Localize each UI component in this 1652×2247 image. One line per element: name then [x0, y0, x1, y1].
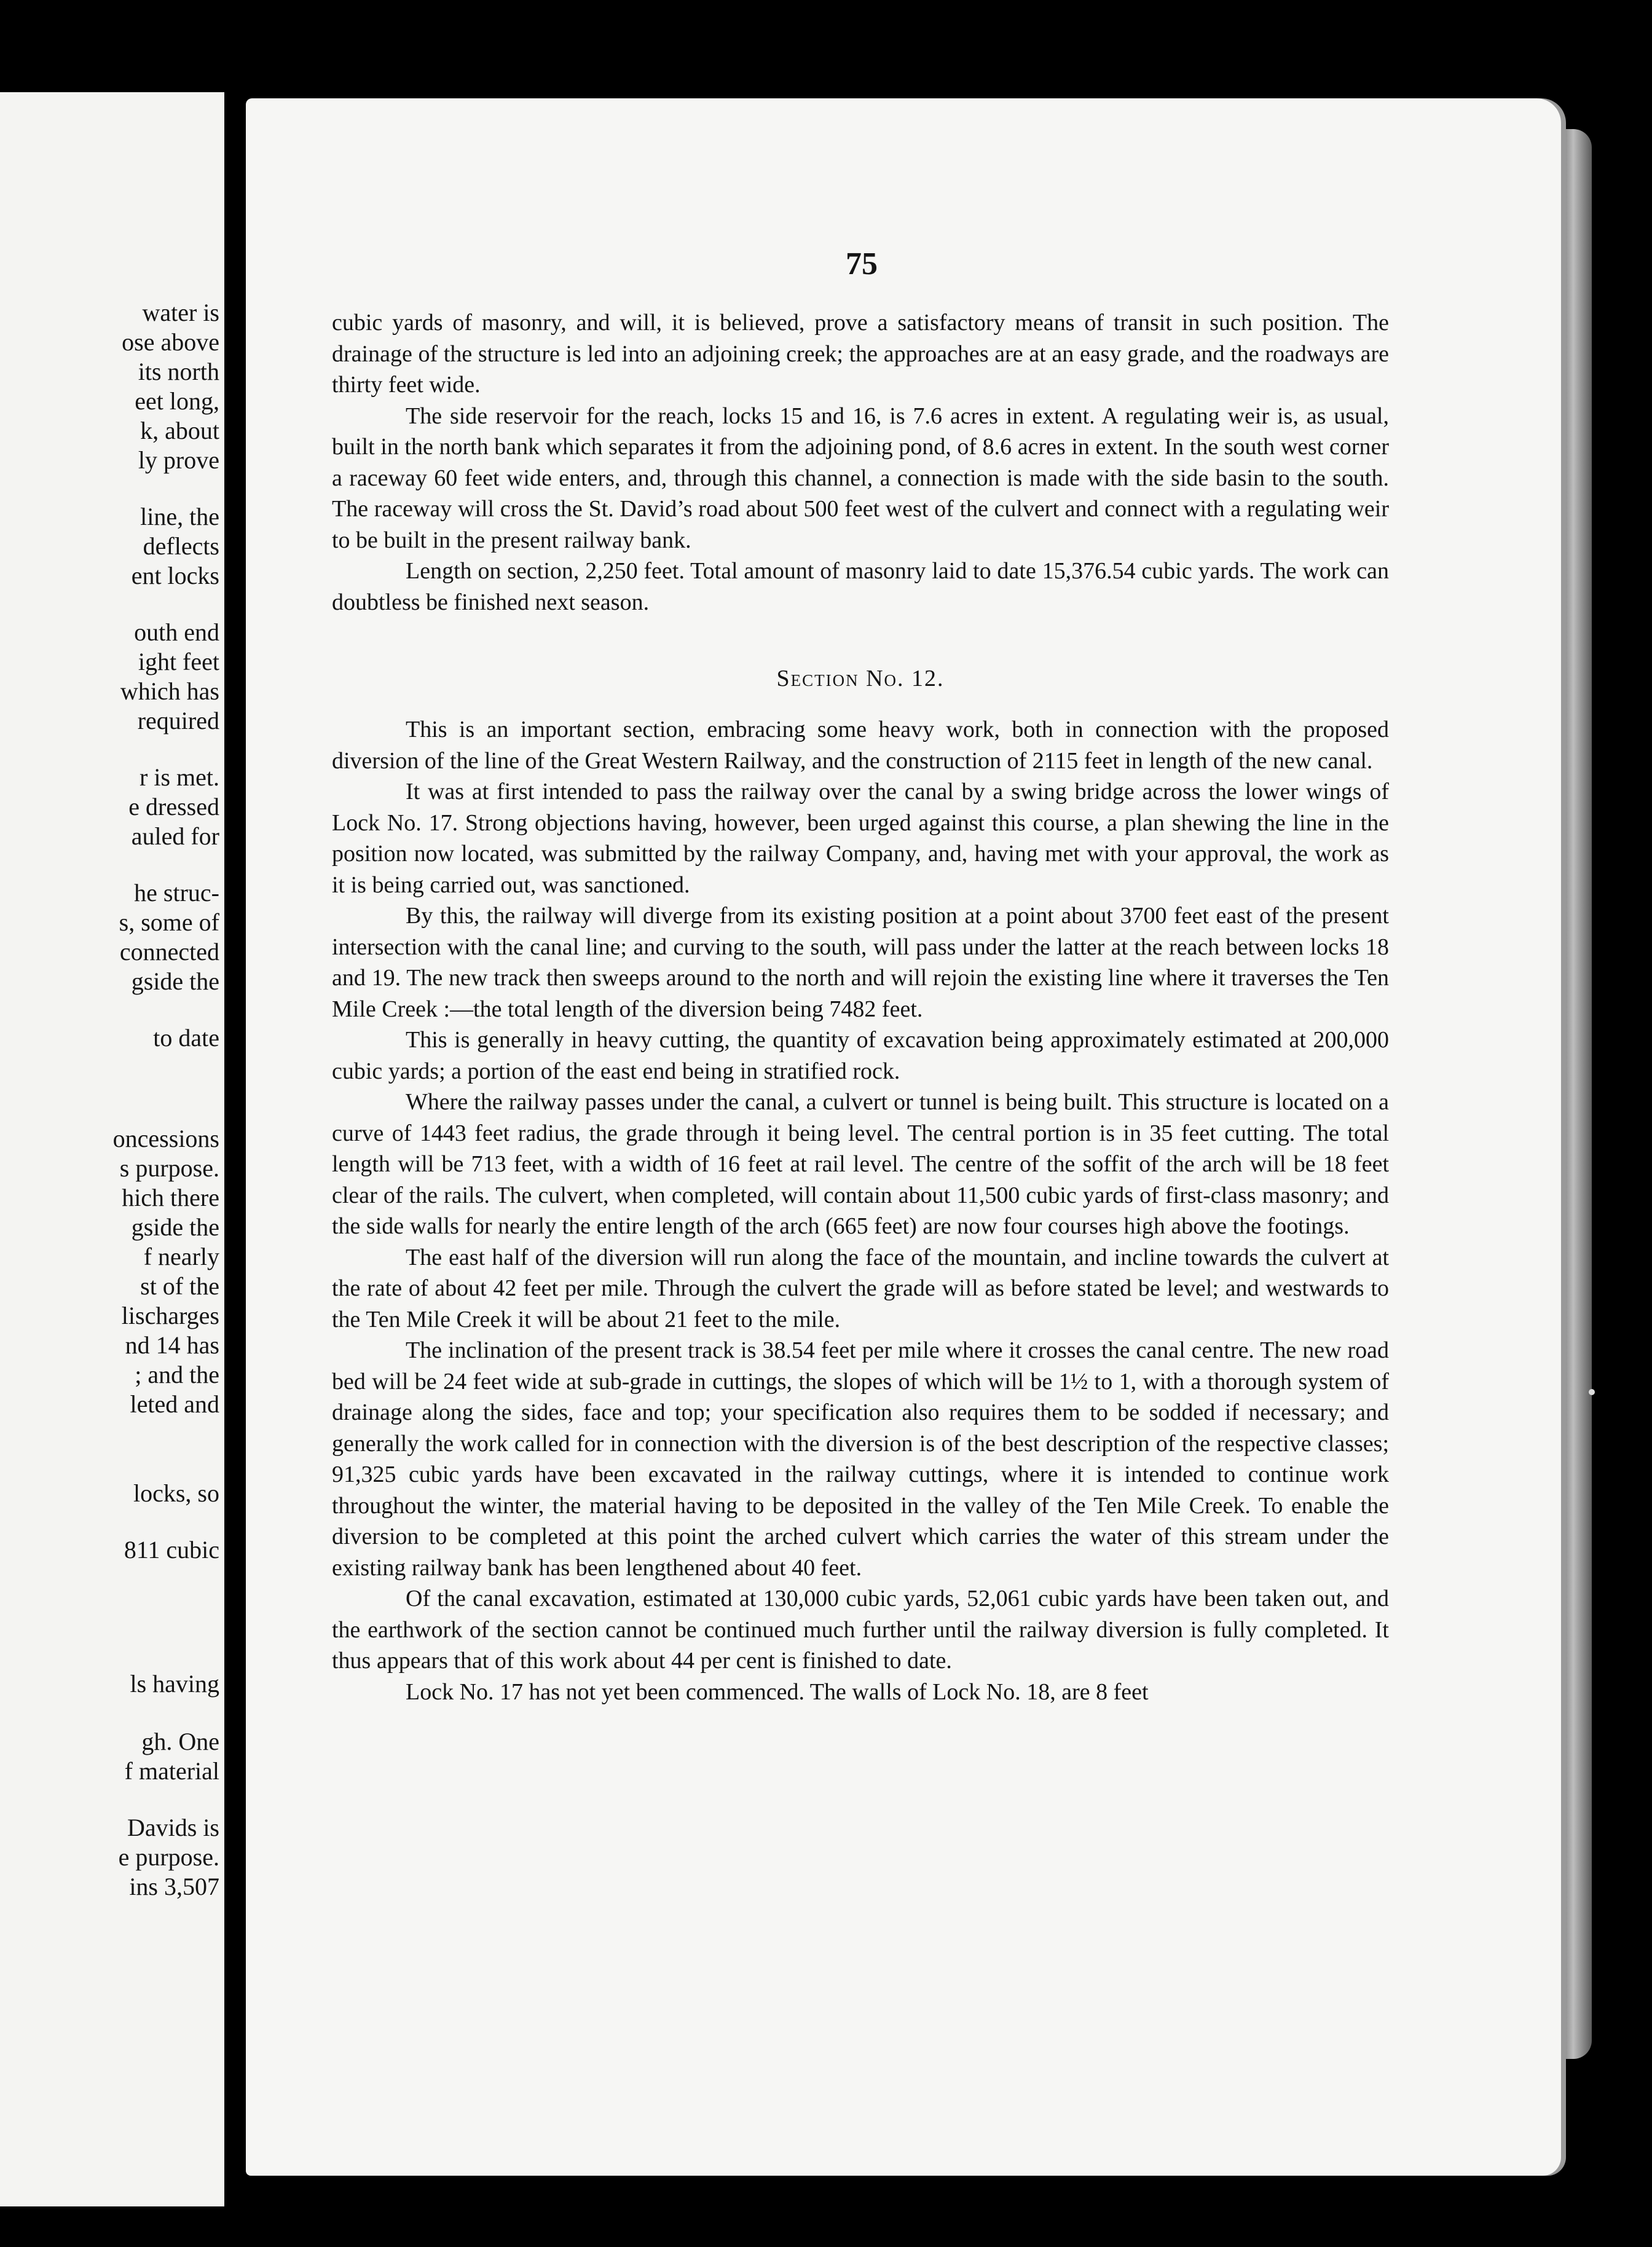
facing-page-line: ; and the	[135, 1361, 219, 1388]
facing-page-line: its north	[138, 358, 219, 385]
facing-page-line: ls having	[130, 1670, 219, 1698]
paragraph: Lock No. 17 has not yet been commenced. The walls of Lock No. 18, are 8 feet	[406, 1678, 1149, 1705]
facing-page-line: deflects	[143, 532, 219, 560]
facing-page-line: r is met.	[140, 763, 219, 791]
facing-page-line: ight feet	[138, 648, 219, 675]
facing-page-line: locks, so	[133, 1479, 219, 1507]
paragraph: The east half of the diversion will run along the face of the mountain, and incline towards the culvert at the rate of about 42 feet per mile. Through the culvert the grade will as before stated be level; and westwards to the Ten Mile Creek it will be about 21 feet to the mile.	[332, 1244, 1389, 1332]
facing-page-line: e dressed	[128, 793, 219, 820]
facing-page-line: auled for	[131, 822, 219, 850]
facing-page-line: 811 cubic	[124, 1536, 219, 1564]
facing-page-line: f nearly	[143, 1243, 219, 1270]
facing-page-line: he struc-	[134, 879, 219, 907]
facing-page-line: gside the	[131, 1213, 219, 1241]
paragraph: Where the railway passes under the canal, a culvert or tunnel is being built. This structure is located on a curve of 1443 feet radius, the grade through it being level. The central portion is in 35 feet cutting. The total length will be 713 feet, with a width of 16 feet at rail level. The centre of the soffit of the arch will be 18 feet clear of the rails. The culvert, when completed, will contain about 11,500 cubic yards of first-class masonry; and the side walls for nearly the entire length of the arch (665 feet) are now four courses high above the footings.	[332, 1089, 1389, 1239]
facing-page-line: water is	[142, 299, 219, 326]
facing-page-line: leted and	[130, 1390, 219, 1418]
facing-page-line: nd 14 has	[125, 1331, 219, 1359]
facing-page-line: ly prove	[138, 446, 219, 474]
paragraph: It was at first intended to pass the railway over the canal by a swing bridge across the lower wings of Lock No. 17. Strong objections having, however, been urged against this course, a plan shewing the line in the position now located, was submitted by the railway Company, and, having met with your approval, the work as it is being carried out, was sanctioned.	[332, 779, 1389, 898]
paragraph: Length on section, 2,250 feet. Total amount of masonry laid to date 15,376.54 cubic yards. The work can doubtless be finished next season.	[332, 558, 1389, 615]
facing-page-line: required	[137, 707, 219, 734]
section-text-block	[332, 714, 1389, 1707]
dust-speck	[1589, 1389, 1595, 1395]
facing-page-line: which has	[120, 677, 219, 705]
facing-page-line: line, the	[140, 503, 219, 530]
facing-page-line: lischarges	[121, 1302, 219, 1329]
facing-page-line: gh. One	[141, 1728, 219, 1755]
paragraph: This is an important section, embracing some heavy work, both in connection with the proposed diversion of the line of the Great Western Railway, and the construction of 2115 feet in length of the new canal.	[332, 717, 1389, 774]
facing-page-line: outh end	[134, 618, 219, 646]
facing-page-line: eet long,	[135, 387, 219, 415]
top-text-block	[332, 307, 1389, 618]
paragraph: This is generally in heavy cutting, the quantity of excavation being approximately estimated at 200,000 cubic yards; a portion of the east end being in stratified rock.	[332, 1027, 1389, 1084]
page-number: 75	[846, 246, 878, 281]
section-heading: Section No. 12.	[776, 666, 945, 691]
facing-page-line: s, some of	[119, 908, 219, 936]
paragraph: The inclination of the present track is 38.54 feet per mile where it crosses the canal centre. The new road bed will be 24 feet wide at sub-grade in cuttings, the slopes of which will be 1½ to 1, with a thorough system of drainage along the sides, face and top; your specification also requires them to be sodded if necessary; and generally the work called for in connection with the diversion is of the best description of the respective classes; 91,325 cubic yards have been excavated in the railway cuttings, where it is intended to continue work throughout the winter, the material having to be deposited in the valley of the Ten Mile Creek. To enable the diversion to be completed at this point the arched culvert which carries the water of this stream under the existing railway bank has been lengthened about 40 feet.	[332, 1337, 1389, 1581]
paragraph: By this, the railway will diverge from its existing position at a point about 3700 feet east of the present intersection with the canal line; and curving to the south, will pass under the latter at the reach between locks 18 and 19. The new track then sweeps around to the north and will rejoin the existing line where it traverses the Ten Mile Creek :—the total length of the diversion being 7482 feet.	[332, 903, 1389, 1022]
paragraph: cubic yards of masonry, and will, it is believed, prove a satisfactory means of transit in such position. The drainage of the structure is led into an adjoining creek; the approaches are at an easy grade, and the roadways are thirty feet wide.	[332, 310, 1389, 398]
facing-page-line: oncessions	[112, 1125, 219, 1152]
facing-page-line: connected	[119, 938, 219, 966]
facing-page-line: s purpose.	[119, 1154, 219, 1182]
facing-page-line: ent locks	[131, 562, 219, 589]
facing-page-line: ose above	[122, 328, 219, 356]
paragraph: Of the canal excavation, estimated at 130,000 cubic yards, 52,061 cubic yards have been taken out, and the earthwork of the section cannot be continued much further until the railway diversion is fully completed. It thus appears that of this work about 44 per cent is finished to date.	[332, 1586, 1389, 1674]
facing-page-line: Davids is	[127, 1814, 219, 1841]
facing-page-line: ins 3,507	[129, 1873, 219, 1900]
facing-page	[0, 92, 224, 2206]
facing-page-line: f material	[124, 1757, 219, 1785]
facing-page-line: st of the	[140, 1272, 219, 1300]
facing-page-line: gside the	[131, 967, 219, 995]
facing-page-line: e purpose.	[118, 1843, 219, 1871]
facing-page-line: k, about	[140, 417, 219, 444]
paragraph: The side reservoir for the reach, locks 15 and 16, is 7.6 acres in extent. A regulating weir is, as usual, built in the north bank which separates it from the adjoining pond, of 8.6 acres in extent. In the south west corner a raceway 60 feet wide enters, and, through this channel, a connection is made with the side basin to the south. The raceway will cross the St. David’s road about 500 feet west of the culvert and connect with a regulating weir to be built in the present railway bank.	[332, 403, 1389, 553]
facing-page-line: hich there	[122, 1184, 219, 1211]
facing-page-line: to date	[153, 1024, 219, 1052]
